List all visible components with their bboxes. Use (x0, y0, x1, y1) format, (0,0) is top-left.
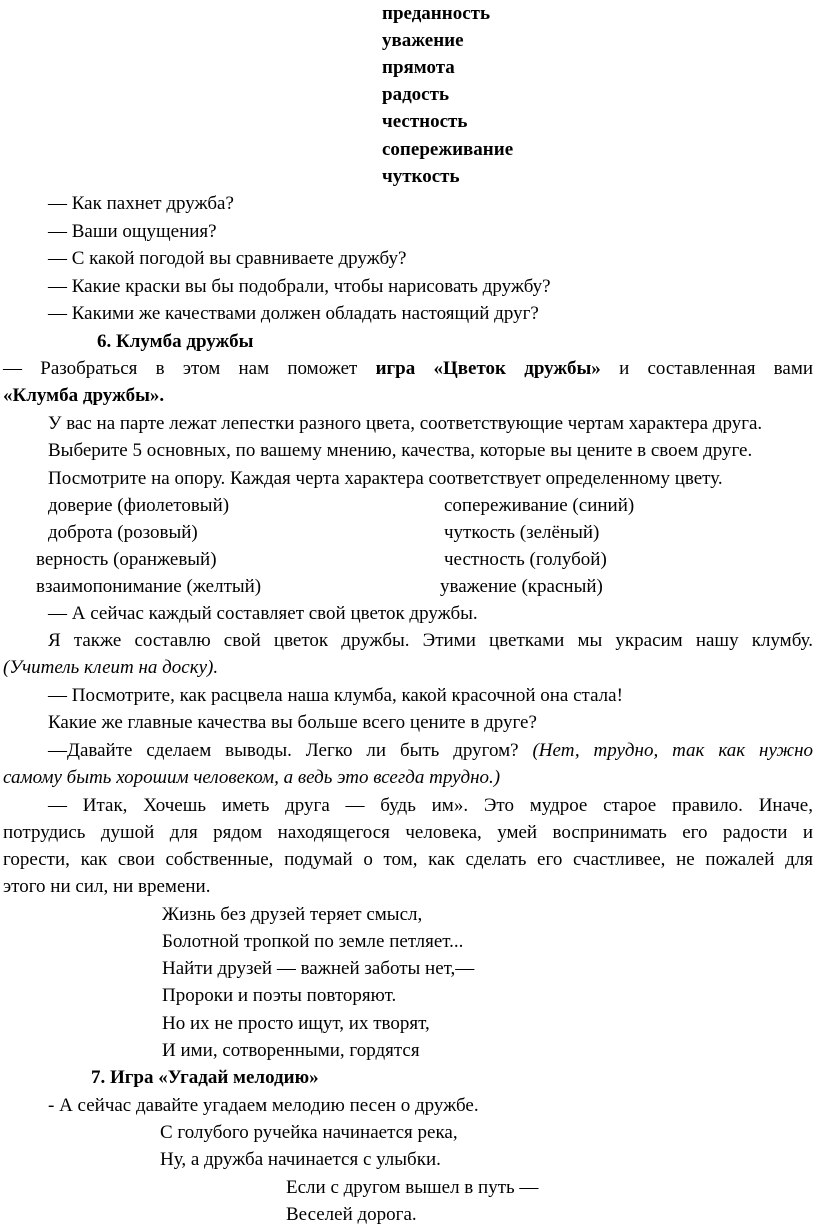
poem-line: И ими, сотворенными, гордятся (162, 1040, 420, 1061)
color-item-right: уважение (красный) (440, 576, 603, 597)
color-item-left: взаимопонимание (желтый) (36, 576, 262, 597)
poem-line: Пророки и поэты повторяют. (162, 985, 397, 1006)
paragraph-line: Выберите 5 основных, по вашему мнению, качества, которые вы цените в своем друге. (48, 440, 753, 461)
paragraph-line: — Посмотрите, как расцвела наша клумба, какой красочной она стала! (48, 685, 623, 706)
answer-text: самому быть хорошим человеком, а ведь это всегда трудно.) (3, 767, 501, 788)
question-line: — Какие краски вы бы подобрали, чтобы нарисовать дружбу? (48, 276, 551, 297)
paragraph-line: горести, как свои собственные, подумай о том, как сделать его счастливее, не пожалей для (3, 849, 813, 870)
color-item-left: доверие (фиолетовый) (48, 495, 230, 516)
paragraph-line (48, 737, 813, 764)
quality-item: уважение (382, 30, 464, 51)
teacher-note: (Учитель клеит на доску). (3, 657, 219, 678)
quality-item: чуткость (382, 166, 460, 187)
quality-item: сопереживание (382, 139, 514, 160)
poem-line: Найти друзей — важней заботы нет,— (162, 958, 475, 979)
song-line: С голубого ручейка начинается река, (160, 1122, 458, 1143)
poem-line: Но их не просто ищут, их творят, (162, 1013, 430, 1034)
paragraph-line: - А сейчас давайте угадаем мелодию песен о дружбе. (48, 1095, 479, 1116)
section-heading: 6. Клумба дружбы (97, 331, 254, 352)
color-item-left: доброта (розовый) (48, 522, 198, 543)
quality-item: преданность (382, 3, 491, 24)
question-line: — Как пахнет дружба? (48, 193, 234, 214)
color-item-right: сопереживание (синий) (444, 495, 635, 516)
question-line: — С какой погодой вы сравниваете дружбу? (48, 248, 407, 269)
question-line: — Какими же качествами должен обладать настоящий друг? (48, 303, 539, 324)
poem-line: Жизнь без друзей теряет смысл, (162, 904, 423, 925)
game-name: игра «Цветок дружбы» (375, 358, 601, 379)
song-line: Веселей дорога. (286, 1204, 417, 1225)
quality-item: радость (382, 84, 449, 105)
paragraph-line: У вас на парте лежат лепестки разного цвета, соответствующие чертам характера друга. (48, 413, 763, 434)
paragraph-line: потрудись душой для рядом находящегося человека, умей воспринимать его радости и (3, 822, 813, 843)
paragraph-line: Какие же главные качества вы больше всего цените в друге? (48, 712, 537, 733)
paragraph-line: — Итак, Хочешь иметь друга — будь им». Это мудрое старое правило. Иначе, (48, 795, 813, 816)
intro-text: и составленная вами (619, 358, 814, 379)
question-line: — Ваши ощущения? (48, 221, 217, 242)
flowerbed-name: «Клумба дружбы». (3, 385, 165, 406)
quality-item: прямота (382, 57, 455, 78)
paragraph-line: — А сейчас каждый составляет свой цветок дружбы. (48, 603, 478, 624)
conclusion-text: —Давайте сделаем выводы. Легко ли быть другом? (48, 740, 519, 761)
quality-item: честность (382, 111, 468, 132)
paragraph-line: Посмотрите на опору. Каждая черта характера соответствует определенному цвету. (48, 468, 723, 489)
color-item-left: верность (оранжевый) (36, 549, 217, 570)
song-line: Если с другом вышел в путь — (286, 1177, 539, 1198)
intro-text: — Разобраться в этом нам поможет (3, 358, 358, 379)
color-item-right: чуткость (зелёный) (444, 522, 600, 543)
paragraph-line: этого ни сил, ни времени. (3, 876, 211, 897)
poem-line: Болотной тропкой по земле петляет... (162, 931, 464, 952)
section-heading: 7. Игра «Угадай мелодию» (91, 1067, 319, 1088)
color-item-right: честность (голубой) (444, 549, 607, 570)
answer-text: (Нет, трудно, так как нужно (532, 740, 814, 761)
paragraph-line (3, 355, 813, 382)
paragraph-line: Я также составлю свой цветок дружбы. Этими цветками мы украсим нашу клумбу. (48, 630, 813, 651)
song-line: Ну, а дружба начинается с улыбки. (160, 1149, 441, 1170)
